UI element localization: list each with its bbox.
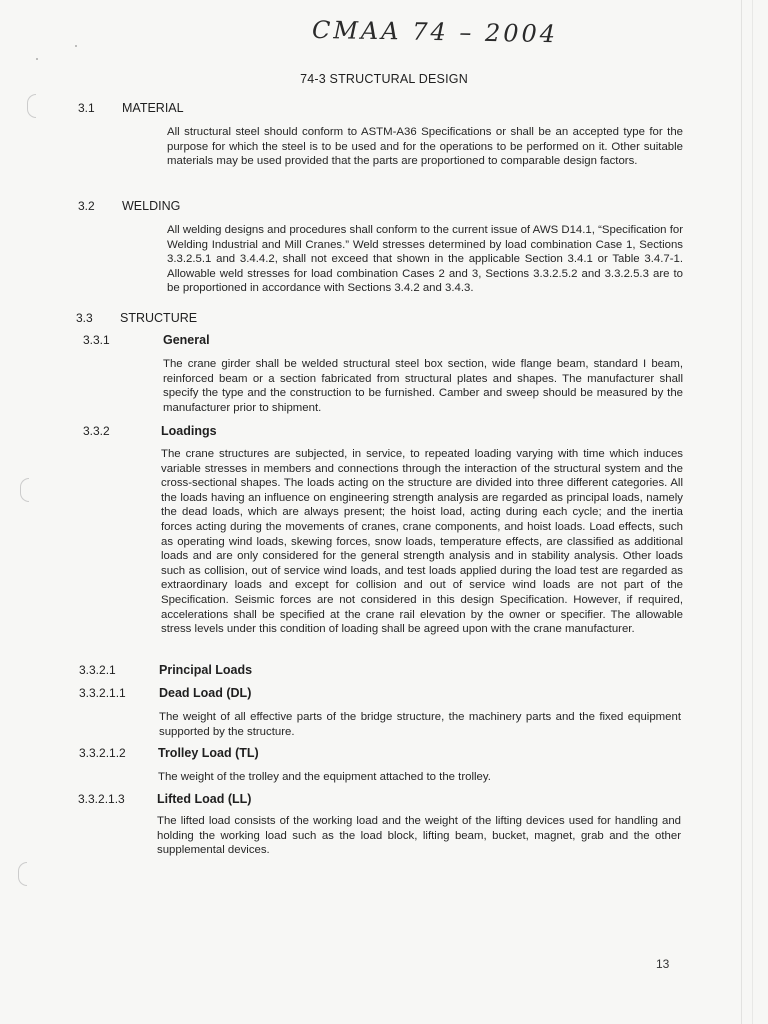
page-number: 13 [656,957,670,971]
section-number: 3.3.2.1.2 [79,746,126,760]
scan-speck [75,45,77,47]
section-heading: Principal Loads [159,663,253,677]
section-number: 3.2 [78,199,95,213]
section-heading: Trolley Load (TL) [158,746,259,760]
section-paragraph: The crane girder shall be welded structural steel box section, wide flange beam, standard I beam, reinforced beam or a section fabricated from structural plates and shapes. The manufacturer shall specify the type and the construction to be furnished. Camber and sweep should be measured by the manufacturer prior to shipment. [163,358,683,414]
section-number: 3.3.2.1.1 [79,686,126,700]
handwritten-annotation: CMAA 74 – 2004 [311,15,559,49]
section-number: 3.3.2.1.3 [78,792,125,806]
section-paragraph: The crane structures are subjected, in service, to repeated loading varying with time which induces variable stresses in members and connections through the interaction of the structural system and the cross-sectional shapes. The loads acting on the structure are divided into three different categories. All the loads having an influence on engineering strength analysis are regarded as principal loads, namely the dead loads, which are always present; the hoist load, acting during each cycle; and the inertia forces acting during the movements of cranes, crane components, and hoist loads. Load effects, such as operating wind loads, skewing forces, snow loads, temperature effects, are classified as additional loads and are only considered for the general strength analysis and in stability analysis. Other loads such as collision, out of service wind loads, and test loads applied during the load test are regarded as extraordinary loads and except for collision and out of service wind loads are not part of the Specification. Seismic forces are not considered in this design Specification. However, if required, accelerations shall be specified at the crane rail elevation by the owner or specifier. The allowable stress levels under this condition of loading shall be agreed upon with the crane manufacturer. [161,448,683,636]
section-paragraph: All welding designs and procedures shall conform to the current issue of AWS D14.1, “Specification for Welding Industrial and Mill Cranes.” Weld stresses determined by load combination Case 1, Sections 3.3.2.5.1 and 3.4.4.2, shall not exceed that shown in the applicable Section 3.4.1 or Table 3.4.7-1. Allowable weld stresses for load combination Cases 2 and 3, Sections 3.3.2.5.2 and 3.3.2.5.3 are to be proportioned in accordance with Sections 3.4.2 and 3.4.3. [167,224,683,295]
section-paragraph: The weight of the trolley and the equipment attached to the trolley. [158,771,491,783]
scan-edge-line [752,0,753,1024]
punch-hole-mark [27,94,36,118]
scan-edge-line [741,0,742,1024]
section-heading: MATERIAL [122,101,184,115]
section-heading: WELDING [122,199,181,213]
section-number: 3.1 [78,101,95,115]
punch-hole-mark [20,478,29,502]
section-number: 3.3.2 [83,424,110,438]
section-paragraph: The weight of all effective parts of the bridge structure, the machinery parts and the fixed equipment supported by the structure. [159,711,681,738]
section-number: 3.3 [76,311,93,325]
section-heading: Loadings [161,424,217,438]
section-number: 3.3.2.1 [79,663,116,677]
section-paragraph: The lifted load consists of the working load and the weight of the lifting devices used for handling and holding the working load such as the load block, lifting beam, bucket, magnet, grab and the other supplemental devices. [157,815,681,857]
punch-hole-mark [18,862,27,886]
section-paragraph: All structural steel should conform to ASTM-A36 Specifications or shall be an accepted type for the purpose for which the steel is to be used and for the operations to be performed on it. Other suitable materials may be used provided that the parts are proportioned to comparable design factors. [167,126,683,168]
document-title: 74-3 STRUCTURAL DESIGN [300,72,468,86]
scan-speck [36,58,38,60]
section-heading: Dead Load (DL) [159,686,252,700]
section-number: 3.3.1 [83,333,110,347]
section-heading: General [163,333,210,347]
section-heading: Lifted Load (LL) [157,792,252,806]
section-heading: STRUCTURE [120,311,198,325]
